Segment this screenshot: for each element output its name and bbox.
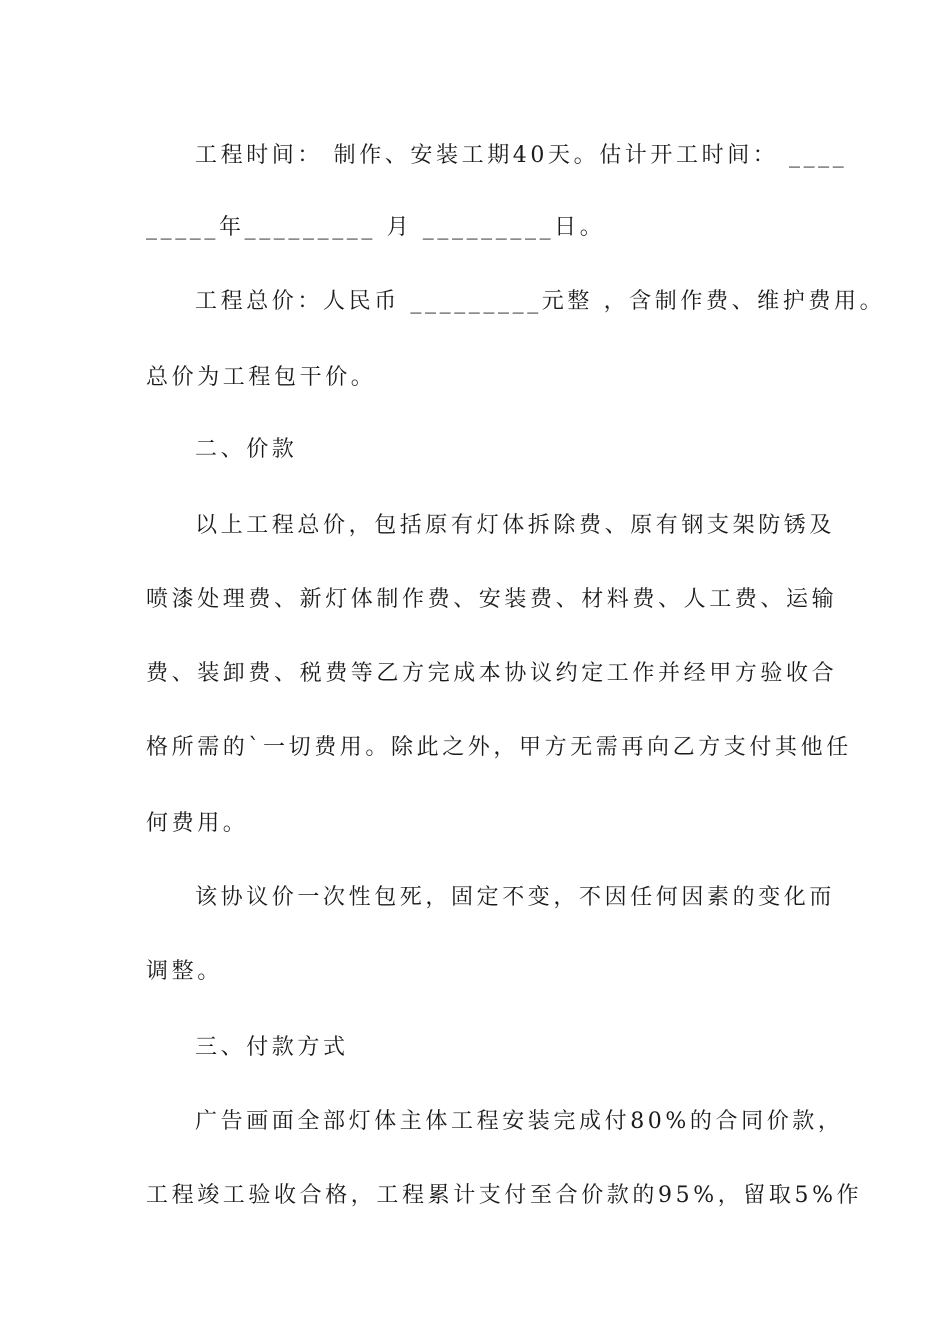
section-heading-payment: 三、付款方式 [195, 1035, 349, 1060]
paragraph-price-scope-cont-2: 费、装卸费、税费等乙方完成本协议约定工作并经甲方验收合 [146, 661, 838, 686]
paragraph-project-time-cont: _____年_________ 月 _________日。 [146, 215, 606, 240]
paragraph-price-scope-cont-4: 何费用。 [146, 811, 249, 836]
paragraph-project-time: 工程时间： 制作、安装工期40天。估计开工时间： ____ [195, 143, 848, 168]
paragraph-total-price-cont: 总价为工程包干价。 [146, 365, 377, 390]
section-heading-price: 二、价款 [195, 437, 298, 462]
paragraph-price-scope: 以上工程总价，包括原有灯体拆除费、原有钢支架防锈及 [195, 513, 836, 538]
paragraph-total-price: 工程总价：人民币 _________元整 ，含制作费、维护费用。 [195, 289, 886, 314]
paragraph-payment-terms: 广告画面全部灯体主体工程安装完成付80%的合同价款， [195, 1109, 844, 1134]
paragraph-fixed-price-cont: 调整。 [146, 959, 223, 984]
paragraph-payment-terms-cont: 工程竣工验收合格，工程累计支付至合价款的95%，留取5%作 [146, 1183, 863, 1208]
paragraph-price-scope-cont-1: 喷漆处理费、新灯体制作费、安装费、材料费、人工费、运输 [146, 587, 838, 612]
paragraph-fixed-price: 该协议价一次性包死，固定不变，不因任何因素的变化而 [195, 885, 836, 910]
paragraph-price-scope-cont-3: 格所需的`一切费用。除此之外，甲方无需再向乙方支付其他任 [146, 735, 852, 760]
